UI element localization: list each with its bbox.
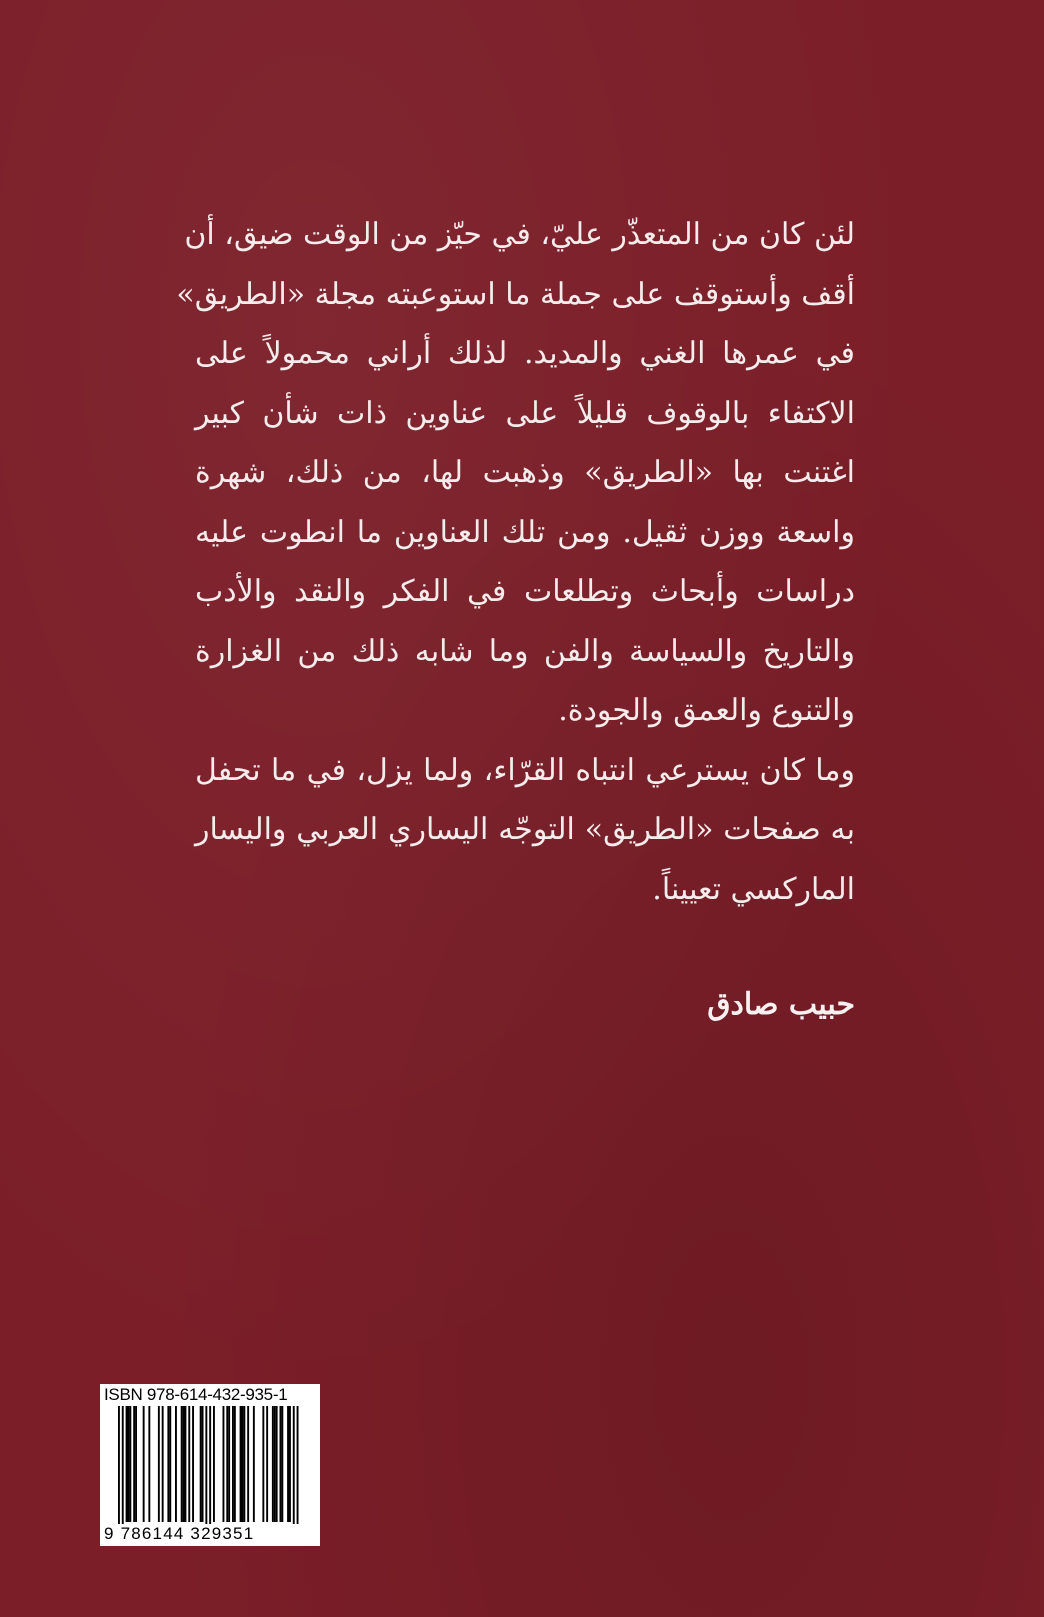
barcode-bar bbox=[280, 1406, 282, 1522]
barcode-bar bbox=[297, 1406, 299, 1530]
blurb-line: واسعة ووزن ثقيل. ومن تلك العناوين ما انطوت عليه bbox=[195, 514, 855, 550]
barcode-bar bbox=[128, 1406, 130, 1522]
barcode-bars bbox=[104, 1406, 316, 1530]
blurb-line: لئن كان من المتعذّر عليّ، في حيّز من الوقت ضيق، أن bbox=[184, 217, 855, 252]
barcode-bar bbox=[272, 1406, 274, 1522]
blurb-line: دراسات وأبحاث وتطلعات في الفكر والنقد والأدب bbox=[195, 574, 855, 609]
barcode-bar bbox=[226, 1406, 228, 1522]
barcode-bar bbox=[223, 1406, 225, 1522]
blurb-line: الماركسي تعييناً. bbox=[652, 871, 855, 907]
barcode-bar bbox=[135, 1406, 137, 1522]
barcode-bar bbox=[266, 1406, 268, 1522]
barcode-bar bbox=[209, 1406, 211, 1530]
barcode-bar bbox=[293, 1406, 295, 1530]
barcode-bar bbox=[181, 1406, 183, 1522]
barcode-bar bbox=[253, 1406, 255, 1522]
barcode-bar bbox=[287, 1406, 289, 1522]
barcode-bar bbox=[143, 1406, 145, 1522]
barcode-bar bbox=[133, 1406, 135, 1522]
barcode-bar bbox=[213, 1406, 215, 1522]
blurb-line: الاكتفاء بالوقوف قليلاً على عناوين ذات شأن كبير bbox=[195, 395, 855, 431]
barcode-bar bbox=[129, 1406, 131, 1522]
blurb-line: والتاريخ والسياسة والفن وما شابه ذلك من الغزارة bbox=[195, 633, 855, 669]
blurb-line: وما كان يسترعي انتباه القرّاء، ولما يزل، في ما تحفل bbox=[195, 752, 855, 788]
blurb-line: اغتنت بها «الطريق» وذهبت لها، من ذلك، شهرة bbox=[195, 455, 855, 490]
barcode-bar bbox=[205, 1406, 207, 1530]
barcode-bar bbox=[274, 1406, 276, 1522]
barcode-bar bbox=[232, 1406, 234, 1522]
author-signature: حبيب صادق bbox=[707, 987, 855, 1022]
barcode-bar bbox=[148, 1406, 150, 1522]
barcode-bar bbox=[202, 1406, 204, 1522]
barcode-bar bbox=[126, 1406, 128, 1522]
barcode-bar bbox=[200, 1406, 202, 1522]
barcode-bar bbox=[167, 1406, 169, 1522]
isbn-barcode bbox=[100, 1384, 320, 1546]
blurb-line: في عمرها الغني والمديد. لذلك أراني محمولاً على bbox=[195, 336, 855, 371]
barcode-bar bbox=[158, 1406, 160, 1522]
barcode-bar bbox=[118, 1406, 120, 1530]
barcode-bar bbox=[289, 1406, 291, 1522]
isbn-label: ISBN 978-614-432-935-1 bbox=[104, 1385, 288, 1404]
barcode-bar bbox=[276, 1406, 278, 1522]
blurb-line: والتنوع والعمق والجودة. bbox=[558, 693, 855, 728]
barcode-bar bbox=[240, 1406, 242, 1522]
barcode-bar bbox=[188, 1406, 190, 1522]
barcode-bar bbox=[169, 1406, 171, 1522]
barcode-bar bbox=[234, 1406, 236, 1522]
barcode-bar bbox=[242, 1406, 244, 1522]
blurb-text bbox=[176, 205, 855, 919]
barcode-bar bbox=[281, 1406, 283, 1522]
barcode-bar bbox=[228, 1406, 230, 1522]
barcode-bar bbox=[247, 1406, 249, 1522]
barcode-bar bbox=[185, 1406, 187, 1522]
barcode-bar bbox=[262, 1406, 264, 1522]
barcode-digits: 9 786144 329351 bbox=[104, 1524, 316, 1544]
barcode-bar bbox=[162, 1406, 164, 1522]
barcode-bar bbox=[183, 1406, 185, 1522]
barcode-bar bbox=[192, 1406, 194, 1522]
blurb-line: أقف وأستوقف على جملة ما استوعبته مجلة «الطريق» bbox=[176, 276, 855, 312]
barcode-bar bbox=[243, 1406, 245, 1522]
barcode-bar bbox=[122, 1406, 124, 1530]
barcode-bar bbox=[175, 1406, 177, 1522]
blurb-line: به صفحات «الطريق» التوجّه اليساري العربي واليسار bbox=[195, 812, 855, 847]
